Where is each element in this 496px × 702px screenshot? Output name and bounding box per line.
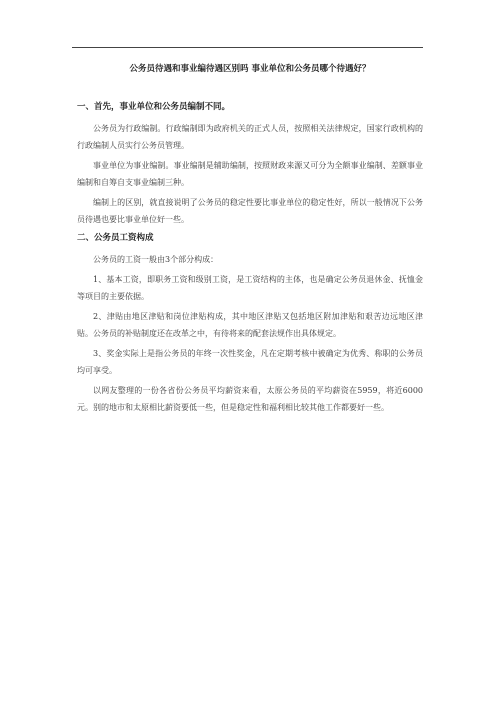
section-2: [77, 231, 423, 416]
paragraph: 公务员为行政编制。行政编制即为政府机关的正式人员，按照相关法律规定，国家行政机构的行政编制人员实行公务员管理。: [77, 124, 423, 150]
paragraph: 2、津贴由地区津贴和岗位津贴构成，其中地区津贴又包括地区附加津贴和艰苦边远地区津贴。公务员的补贴制度还在改革之中，有待将来的配套法规作出具体规定。: [77, 312, 423, 338]
paragraph: 公务员的工资一般由3个部分构成：: [93, 255, 219, 264]
section-heading: 一、首先，事业单位和公务员编制不同。: [77, 102, 231, 112]
paragraph: 以网友整理的一份各省份公务员平均薪资来看，太原公务员的平均薪资在5959，将近6000元。别的地市和太原相比薪资要低一些，但是稳定性和福利相比较其他工作都要好一些。: [77, 386, 423, 412]
document-title: 公务员待遇和事业编待遇区别吗 事业单位和公务员哪个待遇好？: [129, 64, 371, 74]
header-rule: [72, 47, 423, 48]
document-body: [77, 62, 423, 419]
section-heading: 二、公务员工资构成: [77, 233, 154, 243]
section-1: [77, 100, 423, 228]
paragraph: 1、基本工资，即职务工资和级别工资，是工资结构的主体，也是确定公务员退休金、抚恤金等项目的主要依据。: [77, 275, 423, 301]
paragraph: 3、奖金实际上是指公务员的年终一次性奖金，凡在定期考核中被确定为优秀、称职的公务员均可享受。: [77, 349, 423, 375]
paragraph: 编制上的区别，就直接说明了公务员的稳定性要比事业单位的稳定性好，所以一般情况下公务员待遇也要比事业单位好一些。: [77, 198, 423, 224]
paragraph: 事业单位为事业编制。事业编制是辅助编制，按照财政来源又可分为全额事业编制、差额事业编制和自筹自支事业编制三种。: [77, 161, 423, 187]
